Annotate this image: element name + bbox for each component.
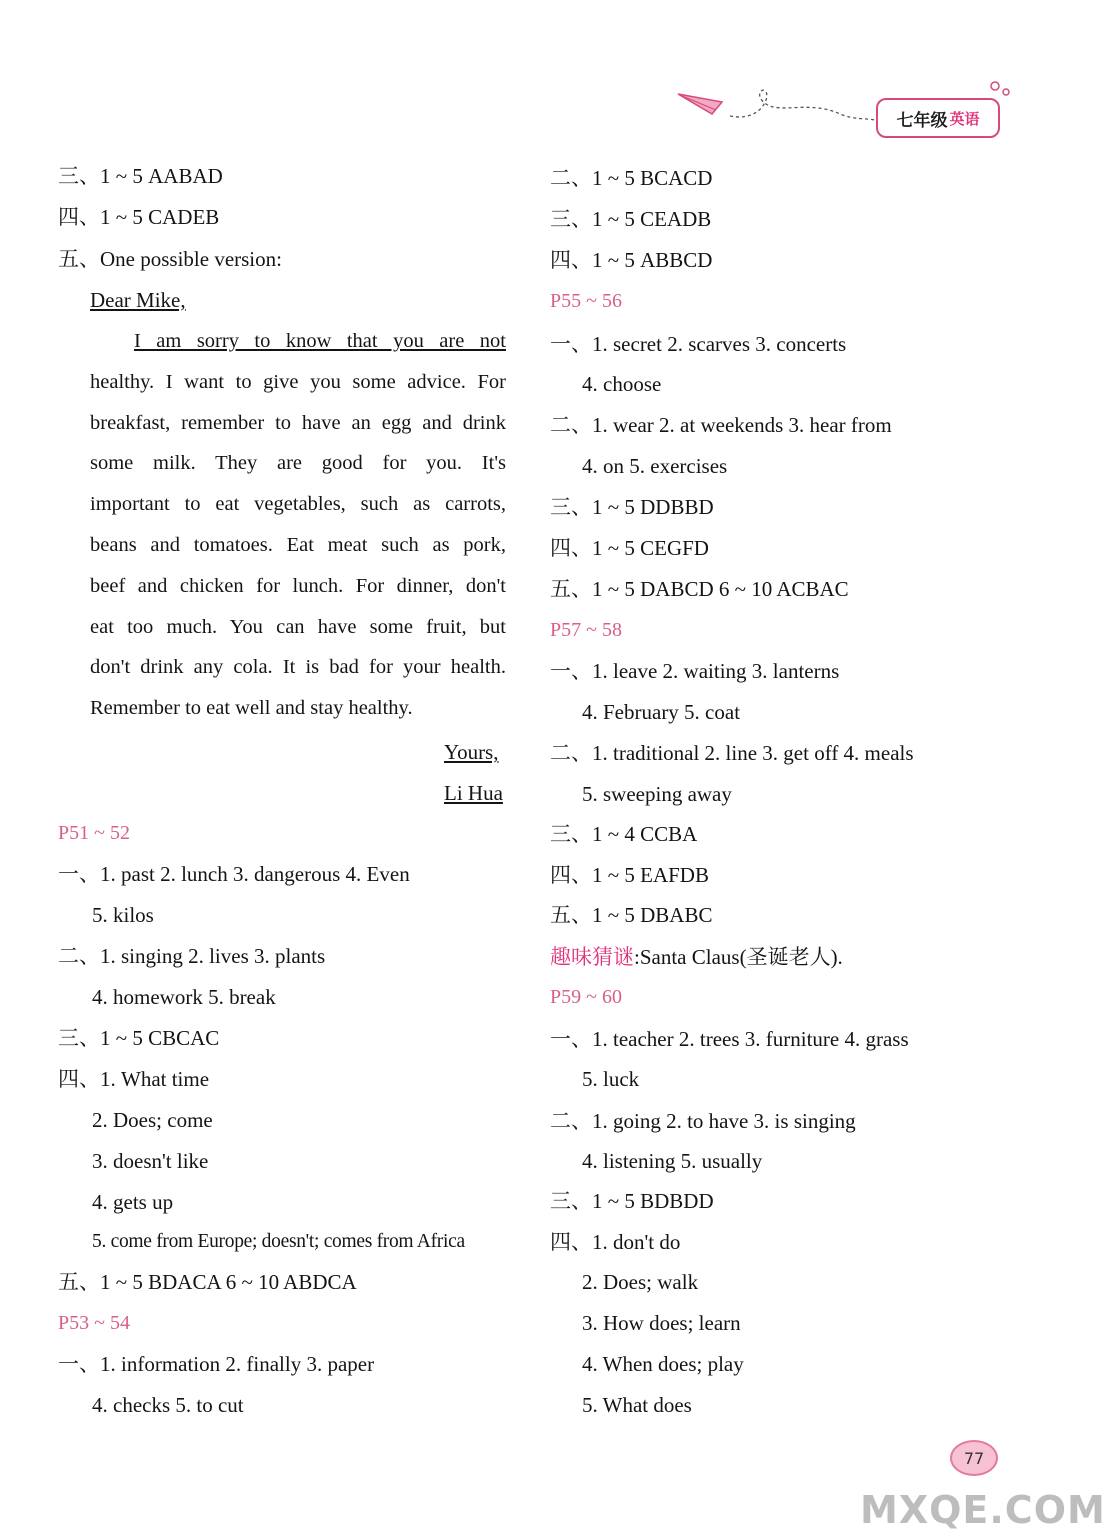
page-number: 77 — [950, 1440, 998, 1476]
answer-line: 4. choose — [582, 372, 662, 396]
letter-row: some milk. They are good for you. It's — [90, 452, 506, 475]
answer-line: 5. What does — [582, 1393, 692, 1417]
letter-row: important to eat vegetables, such as carrots, — [90, 493, 506, 516]
letter-signature: Li Hua — [444, 781, 503, 805]
letter-closing: Yours, — [444, 740, 499, 764]
page-ref: P59 ~ 60 — [550, 986, 622, 1008]
watermark-text: MXQE.COM — [860, 1488, 1106, 1532]
letter-row: Remember to eat well and stay healthy. — [90, 697, 413, 720]
answer-line: 5. sweeping away — [582, 782, 732, 806]
subject-label: 英语 — [949, 109, 980, 128]
answer-line: 三、1 ~ 5 DDBBD — [550, 495, 714, 519]
answer-line: 4. listening 5. usually — [582, 1149, 763, 1173]
answer-line: 一、1. teacher 2. trees 3. furniture 4. grass — [550, 1027, 909, 1051]
page-ref: P51 ~ 52 — [58, 822, 130, 844]
page-ref: P55 ~ 56 — [550, 290, 622, 312]
answer-line: 4. gets up — [92, 1190, 174, 1214]
letter-body — [90, 321, 506, 729]
answer-line: 二、1. going 2. to have 3. is singing — [550, 1109, 856, 1133]
answer-line: 四、1 ~ 5 CEGFD — [550, 536, 709, 560]
answer-line: 5. kilos — [92, 903, 154, 927]
answer-line: 四、1. don't do — [550, 1230, 681, 1254]
answer-line: 4. homework 5. break — [92, 985, 276, 1009]
answer-line: 四、1. What time — [58, 1067, 210, 1091]
answer-line: 一、1. past 2. lunch 3. dangerous 4. Even — [58, 862, 410, 886]
letter-row: I am sorry to know that you are not — [134, 330, 506, 352]
answer-line: 一、1. secret 2. scarves 3. concerts — [550, 332, 847, 356]
answer-line: 二、1. singing 2. lives 3. plants — [58, 944, 326, 968]
answer-line: 四、1 ~ 5 CADEB — [58, 205, 220, 229]
answer-line: 三、1 ~ 5 CBCAC — [58, 1026, 220, 1050]
answer-line: 2. Does; come — [92, 1108, 213, 1132]
answer-line: 2. Does; walk — [582, 1270, 699, 1294]
answer-line: 二、1. traditional 2. line 3. get off 4. meals — [550, 741, 914, 765]
grade-label: 七年级 — [896, 110, 948, 131]
answer-line: 4. checks 5. to cut — [92, 1393, 244, 1417]
answer-line: 五、1 ~ 5 BDACA 6 ~ 10 ABDCA — [58, 1270, 357, 1294]
answer-line: 五、1 ~ 5 DABCD 6 ~ 10 ACBAC — [550, 577, 849, 601]
answer-line: 二、1. wear 2. at weekends 3. hear from — [550, 413, 892, 437]
letter-row: don't drink any cola. It is bad for your health. — [90, 656, 506, 679]
letter-row: healthy. I want to give you some advice. For — [90, 370, 506, 393]
letter-row: eat too much. You can have some fruit, but — [90, 615, 506, 638]
answer-line: 5. come from Europe; doesn't; comes from Africa — [92, 1231, 465, 1252]
answer-line: 5. luck — [582, 1067, 640, 1091]
riddle-label: 趣味猜谜 — [550, 945, 634, 969]
answer-line: 三、1 ~ 5 AABAD — [58, 164, 223, 188]
answer-line: 五、One possible version: — [58, 247, 282, 271]
answer-line: 4. on 5. exercises — [582, 454, 728, 478]
answer-line: 4. When does; play — [582, 1352, 744, 1376]
grade-subject-tag — [876, 98, 1000, 138]
answer-line: 一、1. information 2. finally 3. paper — [58, 1352, 375, 1376]
answer-line: 4. February 5. coat — [582, 700, 741, 724]
answer-line: 四、1 ~ 5 ABBCD — [550, 248, 713, 272]
page-ref: P53 ~ 54 — [58, 1312, 130, 1334]
answer-line: 二、1 ~ 5 BCACD — [550, 166, 713, 190]
letter-row: beef and chicken for lunch. For dinner, don't — [90, 574, 506, 597]
answer-line: 三、1 ~ 5 CEADB — [550, 207, 712, 231]
page-ref: P57 ~ 58 — [550, 619, 622, 641]
answer-line: 三、1 ~ 5 BDBDD — [550, 1189, 714, 1213]
answer-line: 3. doesn't like — [92, 1149, 209, 1173]
answer-line: 一、1. leave 2. waiting 3. lanterns — [550, 659, 840, 683]
answer-line: 3. How does; learn — [582, 1311, 741, 1335]
letter-greeting: Dear Mike, — [90, 288, 186, 312]
riddle-line — [550, 943, 843, 971]
riddle-answer: :Santa Claus(圣诞老人). — [634, 945, 843, 969]
letter-row: breakfast, remember to have an egg and drink — [90, 411, 506, 434]
answer-line: 四、1 ~ 5 EAFDB — [550, 863, 709, 887]
answer-line: 五、1 ~ 5 DBABC — [550, 903, 713, 927]
letter-row: beans and tomatoes. Eat meat such as pork, — [90, 533, 506, 556]
answer-line: 三、1 ~ 4 CCBA — [550, 822, 698, 846]
